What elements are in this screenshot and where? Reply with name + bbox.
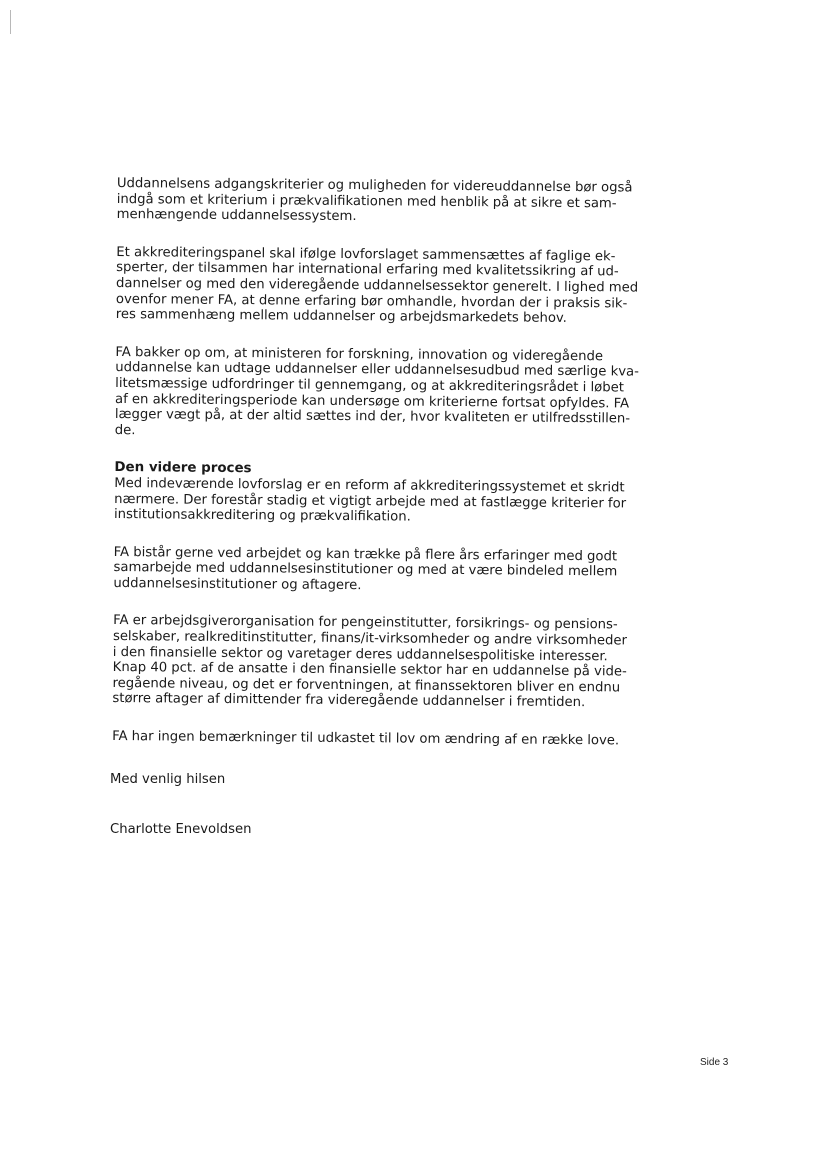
scan-edge-mark [10, 10, 11, 34]
text-line: regående niveau, og det er forventningen, at finanssektoren bliver en endnu [112, 675, 621, 696]
text-line: FA har ingen bemærkninger til udkastet til lov om ændring af en række love. [112, 729, 620, 749]
text-line: FA bakker op om, at ministeren for forskning, innovation og videregående [115, 344, 604, 364]
text-line: uddannelse kan udtage uddannelser eller uddannelsesudbud med særlige kva- [115, 360, 639, 380]
text-line: af en akkrediteringsperiode kan undersøge om kriterierne fortsat opfyldes. FA [114, 391, 630, 412]
text-line: litetsmæssige udfordringer til gennemgang, og at akkrediteringsrådet i løbet [115, 375, 625, 396]
text-line: dannelser og med den videregående uddannelsessektor generelt. I lighed med [115, 275, 639, 296]
text-line: FA bistår gerne ved arbejdet og kan trække på flere års erfaringer med godt [113, 544, 618, 565]
text-line: menhængende uddannelsessystem. [116, 207, 357, 225]
section-heading: Den videre proces [114, 460, 252, 477]
text-line: FA er arbejdsgiverorganisation for pengeinstitutter, forsikrings- og pensions- [113, 613, 618, 633]
paragraph-minister-review [115, 345, 646, 443]
text-line: institutionsakkreditering og prækvalifikation. [113, 507, 411, 525]
text-line: større aftager af dimittender fra videregående uddannelser i fremtiden. [112, 691, 586, 711]
text-line: Uddannelsens adgangskriterier og muligheden for videreuddannelse bør også [116, 176, 633, 196]
text-line: uddannelsesinstitutioner og aftagere. [113, 575, 362, 594]
signatory-name: Charlotte Enevoldsen [110, 822, 252, 837]
text-line: de. [114, 422, 136, 438]
text-line: res sammenhæng mellem uddannelser og arbejdsmarkedets behov. [115, 307, 567, 327]
paragraph-fa-assistance [113, 545, 643, 596]
paragraph-fa-organisation [112, 613, 643, 711]
text-line: nærmere. Der forestår stadig et vigtigt arbejde med at fastlægge kriterier for [114, 491, 627, 511]
text-line: sperter, der tilsammen har international erfaring med kvalitetssikring af ud- [116, 260, 619, 280]
text-line: samarbejde med uddannelsesinstitutioner og med at være bindeled mellem [113, 560, 618, 580]
closing-greeting: Med venlig hilsen [110, 772, 226, 787]
text-line: Knap 40 pct. af de ansatte i den finansielle sektor har en uddannelse på vide- [112, 660, 627, 680]
text-line: selskaber, realkreditinstitutter, finans/it-virksomheder og andre virksomheder [112, 629, 628, 649]
text-line: i den finansielle sektor og varetager deres uddannelsespolitiske interesser. [112, 644, 608, 664]
paragraph-admission-criteria [117, 176, 647, 227]
text-line: Med indeværende lovforslag er en reform af akkrediteringssystemet et skridt [114, 475, 625, 496]
paragraph-reform [114, 476, 644, 527]
text-line: indgå som et kriterium i prækvalifikationen med henblik på at sikre et sam- [116, 191, 617, 211]
text-line: lægger vægt på, at der altid sættes ind der, hvor kvaliteten er utilfredsstillen- [114, 407, 631, 427]
letter-body [112, 176, 647, 749]
paragraph-no-remarks [112, 729, 642, 749]
text-line: ovenfor mener FA, at denne erfaring bør omhandle, hvordan der i praksis sik- [115, 291, 628, 312]
text-line: Et akkrediteringspanel skal ifølge lovforslaget sammensættes af faglige ek- [116, 244, 616, 265]
page-number: Side 3 [700, 1057, 729, 1068]
paragraph-accreditation-panel [116, 245, 647, 328]
